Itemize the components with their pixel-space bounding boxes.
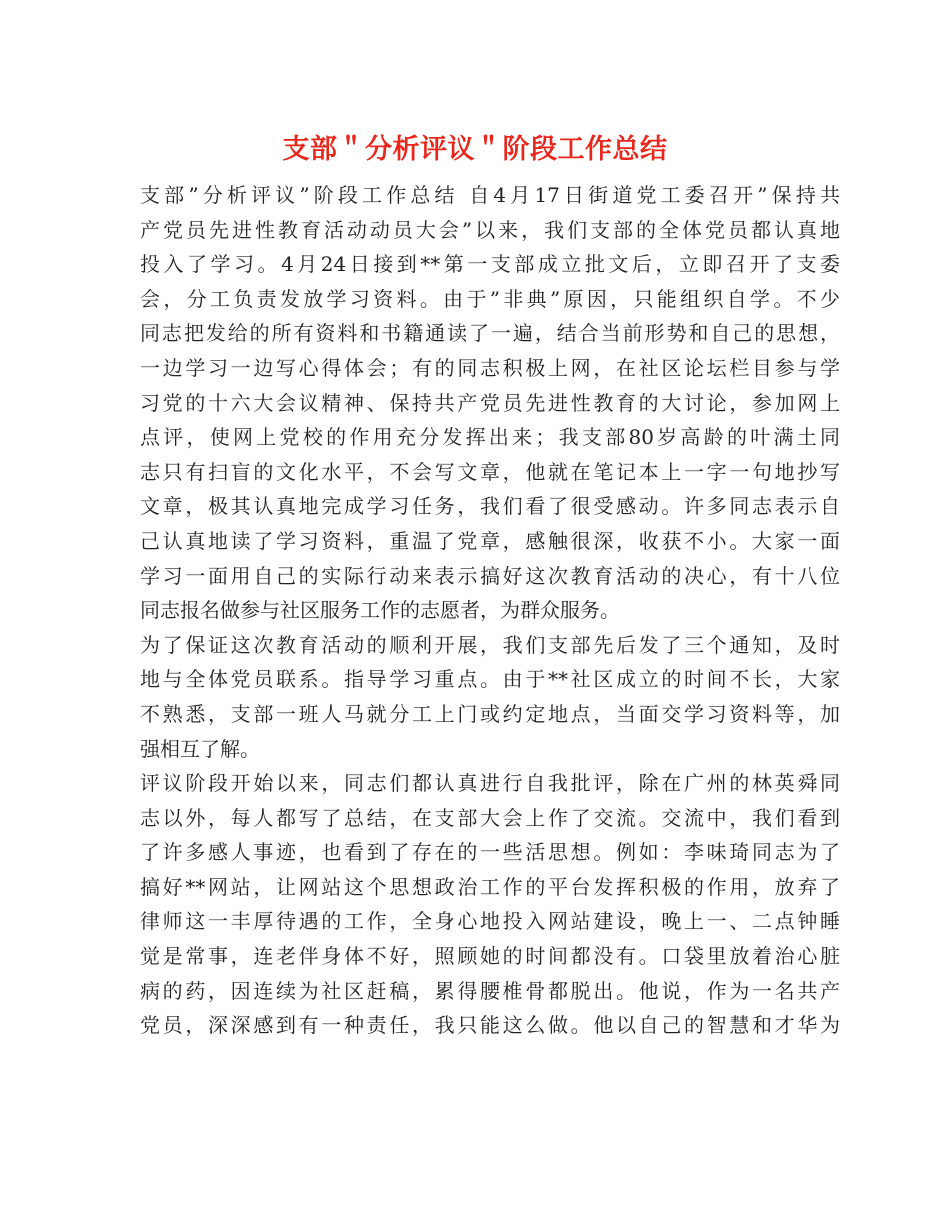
body-line: 地与全体党员联系。指导学习重点。由于**社区成立的时间不长，大家: [140, 667, 840, 692]
body-line: 点评，使网上党校的作用充分发挥出来；我支部80岁高龄的叶满土同: [140, 425, 840, 450]
body-line: 同志报名做参与社区服务工作的志愿者，为群众服务。: [140, 598, 620, 623]
document-body: [140, 178, 840, 1043]
body-line: 强相互了解。: [140, 736, 260, 761]
body-line: 己认真地读了学习资料，重温了党章，感触很深，收获不小。大家一面: [140, 528, 840, 553]
body-line: 文章，极其认真地完成学习任务，我们看了很受感动。许多同志表示自: [140, 494, 840, 519]
body-line: 习党的十六大会议精神、保持共产党员先进性教育的大讨论，参加网上: [140, 390, 840, 415]
body-line: 了许多感人事迹，也看到了存在的一些活思想。例如：李味琦同志为了: [140, 840, 840, 865]
body-line: 支部”分析评议”阶段工作总结 自4月17日街道党工委召开”保持共: [140, 183, 840, 207]
body-line: 投入了学习。4月24日接到**第一支部成立批文后，立即召开了支委: [140, 252, 840, 277]
body-line: 产党员先进性教育活动动员大会”以来，我们支部的全体党员都认真地: [140, 217, 840, 242]
body-line: 一边学习一边写心得体会；有的同志积极上网，在社区论坛栏目参与学: [140, 355, 840, 380]
body-line: 同志把发给的所有资料和书籍通读了一遍，结合当前形势和自己的思想，: [140, 321, 840, 346]
body-line: 觉是常事，连老伴身体不好，照顾她的时间都没有。口袋里放着治心脏: [140, 944, 840, 969]
body-line: 党员，深深感到有一种责任，我只能这么做。他以自己的智慧和才华为: [140, 1013, 840, 1038]
document-title: 支部＂分析评议＂阶段工作总结: [282, 134, 668, 165]
body-line: 评议阶段开始以来，同志们都认真进行自我批评，除在广州的林英舜同: [140, 771, 840, 796]
body-line: 病的药，因连续为社区赶稿，累得腰椎骨都脱出。他说，作为一名共产: [140, 978, 840, 1003]
body-line: 律师这一丰厚待遇的工作，全身心地投入网站建设，晚上一、二点钟睡: [140, 909, 840, 934]
body-line: 为了保证这次教育活动的顺利开展，我们支部先后发了三个通知，及时: [140, 632, 840, 657]
body-line: 搞好**网站，让网站这个思想政治工作的平台发挥积极的作用，放弃了: [140, 874, 840, 899]
body-line: 学习一面用自己的实际行动来表示搞好这次教育活动的决心，有十八位: [140, 563, 840, 588]
body-line: 志以外，每人都写了总结，在支部大会上作了交流。交流中，我们看到: [140, 805, 840, 830]
body-line: 志只有扫盲的文化水平，不会写文章，他就在笔记本上一字一句地抄写: [140, 459, 840, 484]
body-line: 会，分工负责发放学习资料。由于”非典”原因，只能组织自学。不少: [140, 286, 840, 311]
body-line: 不熟悉，支部一班人马就分工上门或约定地点，当面交学习资料等，加: [140, 701, 840, 726]
